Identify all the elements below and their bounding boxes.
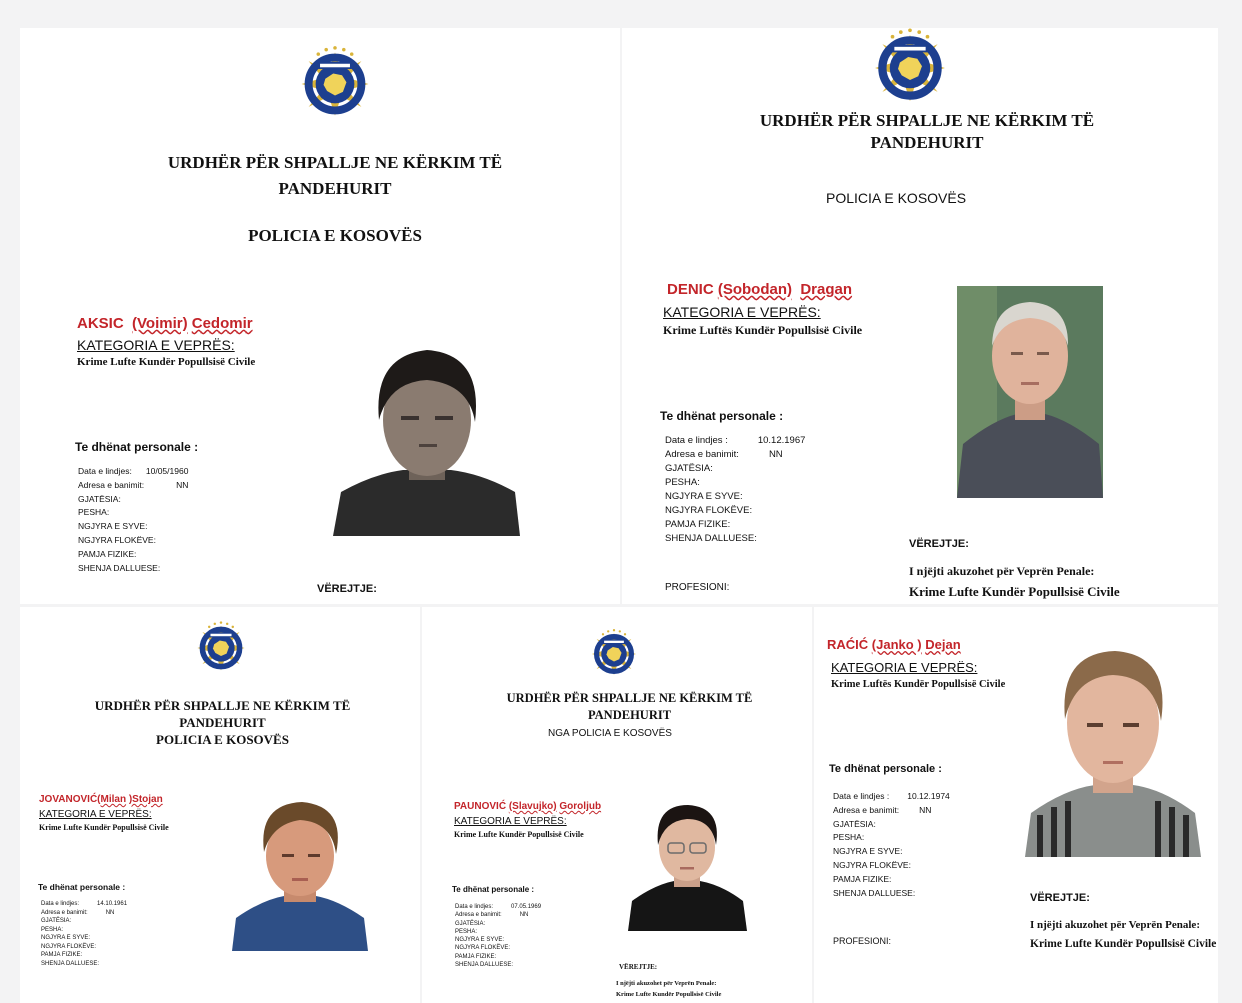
suspect-name: RAĆIĆ (Janko ) Dejan <box>827 637 961 652</box>
wanted-poster-paunovic <box>422 607 812 1003</box>
category-label: KATEGORIA E VEPRËS: <box>77 337 235 353</box>
suspect-photo <box>628 797 747 931</box>
charge-line: I njëjti akuzohet për Veprën Penale: <box>616 980 717 987</box>
wanted-poster-jovanovic <box>20 607 420 1003</box>
wanted-poster-racic <box>814 607 1218 1003</box>
wanted-poster-aksic <box>20 28 620 604</box>
personal-data-fields: Data e lindjes : 10.12.1974 Adresa e banimit: NN GJATËSIA: PESHA: NGJYRA E SYVE: NGJYRA FLOKËVE: PAMJA FIZIKE: SHENJA DALLUESE: <box>833 791 950 898</box>
remarks-label: VËREJTJE: <box>619 963 658 971</box>
remarks-label: VËREJTJE: <box>909 538 969 550</box>
crime-category: Krime Lufte Kundër Popullsisë Civile <box>77 356 256 368</box>
suspect-photo <box>1025 637 1201 857</box>
personal-data-heading: Te dhënat personale : <box>452 885 535 894</box>
suspect-photo <box>957 286 1103 498</box>
charge-line: I njëjti akuzohet për Veprën Penale: <box>1030 919 1200 931</box>
suspect-name: DENIC (Sobodan) Dragan <box>667 281 853 298</box>
charge: Krime Lufte Kundër Popullsisë Civile <box>909 584 1120 599</box>
category-label: KATEGORIA E VEPRËS: <box>454 816 567 827</box>
crime-category: Krime Lufte Kundër Popullsisë Civile <box>39 823 169 832</box>
suspect-photo <box>333 324 520 536</box>
kosovo-police-badge-icon <box>585 625 643 683</box>
crime-category: Krime Lufte Kundër Popullsisë Civile <box>454 830 584 839</box>
kosovo-police-badge-icon <box>190 617 252 679</box>
charge: Krime Lufte Kundër Popullsisë Civile <box>616 991 722 998</box>
suspect-name: AKSIC (Voimir) Cedomir <box>77 315 253 332</box>
crime-category: Krime Luftës Kundër Popullsisë Civile <box>831 679 1006 690</box>
profession-label: PROFESIONI: <box>833 936 892 946</box>
charge: Krime Lufte Kundër Popullsisë Civile <box>1030 938 1217 950</box>
poster-title: URDHËR PËR SHPALLJE NE KËRKIM TË PANDEHURIT <box>167 153 503 198</box>
category-label: KATEGORIA E VEPRËS: <box>39 809 152 820</box>
category-label: KATEGORIA E VEPRËS: <box>663 304 821 320</box>
profession-label: PROFESIONI: <box>665 582 730 593</box>
personal-data-heading: Te dhënat personale : <box>75 440 199 454</box>
suspect-photo <box>232 796 368 951</box>
kosovo-police-badge-icon <box>291 40 379 128</box>
personal-data-heading: Te dhënat personale : <box>38 882 126 892</box>
agency-name: NGA POLICIA E KOSOVËS <box>548 728 672 739</box>
poster-title: URDHËR PËR SHPALLJE NE KËRKIM TË PANDEHURIT <box>506 691 753 722</box>
remarks-label: VËREJTJE: <box>317 583 377 595</box>
kosovo-police-badge-icon <box>864 28 956 114</box>
personal-data-fields: Data e lindjes: 07.05.1969 Adresa e banimit: NN GJATËSIA: PESHA: NGJYRA E SYVE: NGJYRA FLOKËVE: PAMJA FIZIKE: SHENJA DALLUESE: <box>455 904 542 969</box>
charge-line: I njëjti akuzohet për Veprën Penale: <box>909 564 1095 578</box>
suspect-name: PAUNOVIĆ (Slavujko) Goroljub <box>454 801 602 812</box>
agency-name: POLICIA E KOSOVËS <box>826 190 967 206</box>
personal-data-fields: Data e lindjes : 10.12.1967 Adresa e banimit: NN GJATËSIA: PESHA: NGJYRA E SYVE: NGJYRA FLOKËVE: PAMJA FIZIKE: SHENJA DALLUESE: <box>665 435 806 544</box>
wanted-poster-denic <box>622 28 1218 604</box>
agency-name: POLICIA E KOSOVËS <box>248 226 422 245</box>
remarks-label: VËREJTJE: <box>1030 892 1090 904</box>
personal-data-heading: Te dhënat personale : <box>660 409 784 423</box>
suspect-name: JOVANOVIĆ(Milan )Stojan <box>39 794 163 805</box>
personal-data-fields: Data e lindjes: 14.10.1961 Adresa e banimit: NN GJATËSIA: PESHA: NGJYRA E SYVE: NGJYRA FLOKËVE: PAMJA FIZIKE: SHENJA DALLUESE: <box>41 901 128 967</box>
crime-category: Krime Luftës Kundër Popullsisë Civile <box>663 323 863 337</box>
personal-data-heading: Te dhënat personale : <box>829 763 942 775</box>
poster-title: URDHËR PËR SHPALLJE NE KËRKIM TË PANDEHURIT <box>759 111 1095 152</box>
personal-data-fields: Data e lindjes: 10/05/1960 Adresa e banimit: NN GJATËSIA: PESHA: NGJYRA E SYVE: NGJYRA FLOKËVE: PAMJA FIZIKE: SHENJA DALLUESE: <box>78 466 189 573</box>
poster-title: URDHËR PËR SHPALLJE NE KËRKIM TË PANDEHURIT POLICIA E KOSOVËS <box>94 698 351 747</box>
category-label: KATEGORIA E VEPRËS: <box>831 660 978 675</box>
